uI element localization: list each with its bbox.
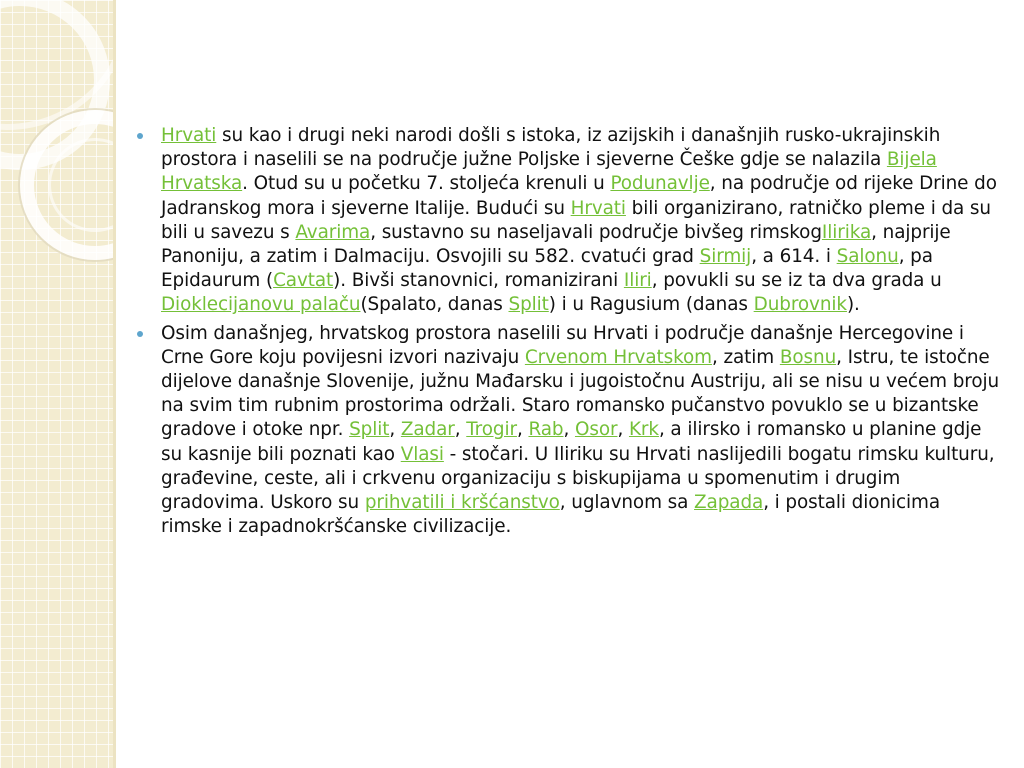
hyperlink[interactable]: Bijela Hrvatska <box>161 149 937 195</box>
paragraph-text: , pa Epidaurum ( <box>161 246 933 292</box>
paragraph-text: , i postali dionicima rimske i zapadnokršćanske civilizacije. <box>161 492 940 538</box>
hyperlink[interactable]: Iliri <box>623 270 652 292</box>
bullet-list <box>136 124 1004 539</box>
paragraph-text: ). <box>846 294 860 316</box>
hyperlink[interactable]: Avarima <box>295 221 371 243</box>
hyperlink[interactable]: Zapada <box>694 492 764 514</box>
paragraph-text: su kao i drugi neki narodi došli s istoka, iz azijskih i današnjih rusko-ukrajinskih prostora i naselili se na područje južne Poljske i sjeverne Češke gdje se nalazila <box>161 125 941 171</box>
paragraph-text: , najprije Panoniju, a zatim i Dalmaciju. Osvojili su 582. cvatući grad <box>161 221 951 268</box>
paragraph-text: , uglavnom sa <box>559 492 695 514</box>
paragraph-text: , <box>516 419 529 441</box>
hyperlink[interactable]: Crvenom Hrvatskom <box>524 346 712 368</box>
paragraph-text: , Istru, te istočne dijelove današnje Slovenije, južnu Mađarsku i jugoistočnu Austriju, ali se nisu u većem broju na svim tim rubnim prostorima održali. Staro romansko pučanstvo povuklo se u bizantske gradove i otoke npr. <box>161 346 1000 441</box>
paragraph-text: , zatim <box>711 346 780 368</box>
paragraph-text: , povukli su se iz ta dva grada u <box>651 270 942 292</box>
hyperlink[interactable]: Hrvati <box>570 197 626 219</box>
paragraph-text: ) i u Ragusium (danas <box>548 294 754 316</box>
paragraph-text: , a ilirsko i romansko u planine gdje su kasnije bili poznati kao <box>161 419 982 465</box>
hyperlink[interactable]: Sirmij <box>699 246 752 268</box>
paragraph-text: , <box>389 419 401 441</box>
hyperlink[interactable]: Zadar <box>400 419 455 441</box>
bullet-item <box>136 124 1004 318</box>
hyperlink[interactable]: Split <box>508 294 549 316</box>
paragraph-text: (Spalato, danas <box>360 294 509 316</box>
hyperlink[interactable]: prihvatili i kršćanstvo <box>364 492 560 514</box>
hyperlink[interactable]: Split <box>349 419 390 441</box>
bullet-dot-icon <box>137 331 143 337</box>
hyperlink[interactable]: Vlasi <box>400 443 444 465</box>
paragraph-text: - stočari. U Iliriku su Hrvati naslijedili bogatu rimsku kulturu, građevine, ceste, ali i crkvenu organizaciju s biskupijama u spomenutim i drugim gradovima. Uskoro su <box>161 443 995 514</box>
paragraph-text: , <box>617 419 629 441</box>
bullet-item <box>136 322 1004 540</box>
paragraph-text: bili organizirano, ratničko pleme i da su bili u savezu s <box>161 197 991 243</box>
paragraph-text: . Otud su u početku 7. stoljeća krenuli u <box>242 173 611 195</box>
hyperlink[interactable]: Osor <box>574 419 618 441</box>
hyperlink[interactable]: Cavtat <box>273 270 334 292</box>
decorative-side-band <box>0 0 114 768</box>
hyperlink[interactable]: Krk <box>628 419 659 441</box>
hyperlink[interactable]: Podunavlje <box>610 173 710 195</box>
paragraph-text: , <box>454 419 467 441</box>
hyperlink[interactable]: Hrvati <box>161 125 217 146</box>
hyperlink[interactable]: Dubrovnik <box>753 294 847 316</box>
paragraph-text: , <box>563 419 575 441</box>
hyperlink[interactable]: Salonu <box>836 246 899 268</box>
hyperlink[interactable]: Rab <box>528 419 564 441</box>
paragraph-text: ). Bivši stanovnici, romanizirani <box>333 270 624 292</box>
side-band-edge <box>113 0 116 768</box>
bullet-dot-icon <box>137 133 143 139</box>
slide-content <box>136 124 1004 543</box>
hyperlink[interactable]: Trogir <box>466 419 517 441</box>
hyperlink[interactable]: Dioklecijanovu palaču <box>161 294 361 316</box>
paragraph-text: , na područje od rijeke Drine do Jadranskog mora i sjeverne Italije. Budući su <box>161 173 997 219</box>
hyperlink[interactable]: Bosnu <box>779 346 837 368</box>
paragraph-text: , sustavno su naseljavali područje bivšeg rimskog <box>370 221 822 243</box>
paragraph-text: , a 614. i <box>751 246 837 268</box>
hyperlink[interactable]: Ilirika <box>821 221 872 243</box>
paragraph-text: Osim današnjeg, hrvatskog prostora naselili su Hrvati i područje današnje Hercegovine i Crne Gore koju povijesni izvori nazivaju <box>161 322 964 368</box>
